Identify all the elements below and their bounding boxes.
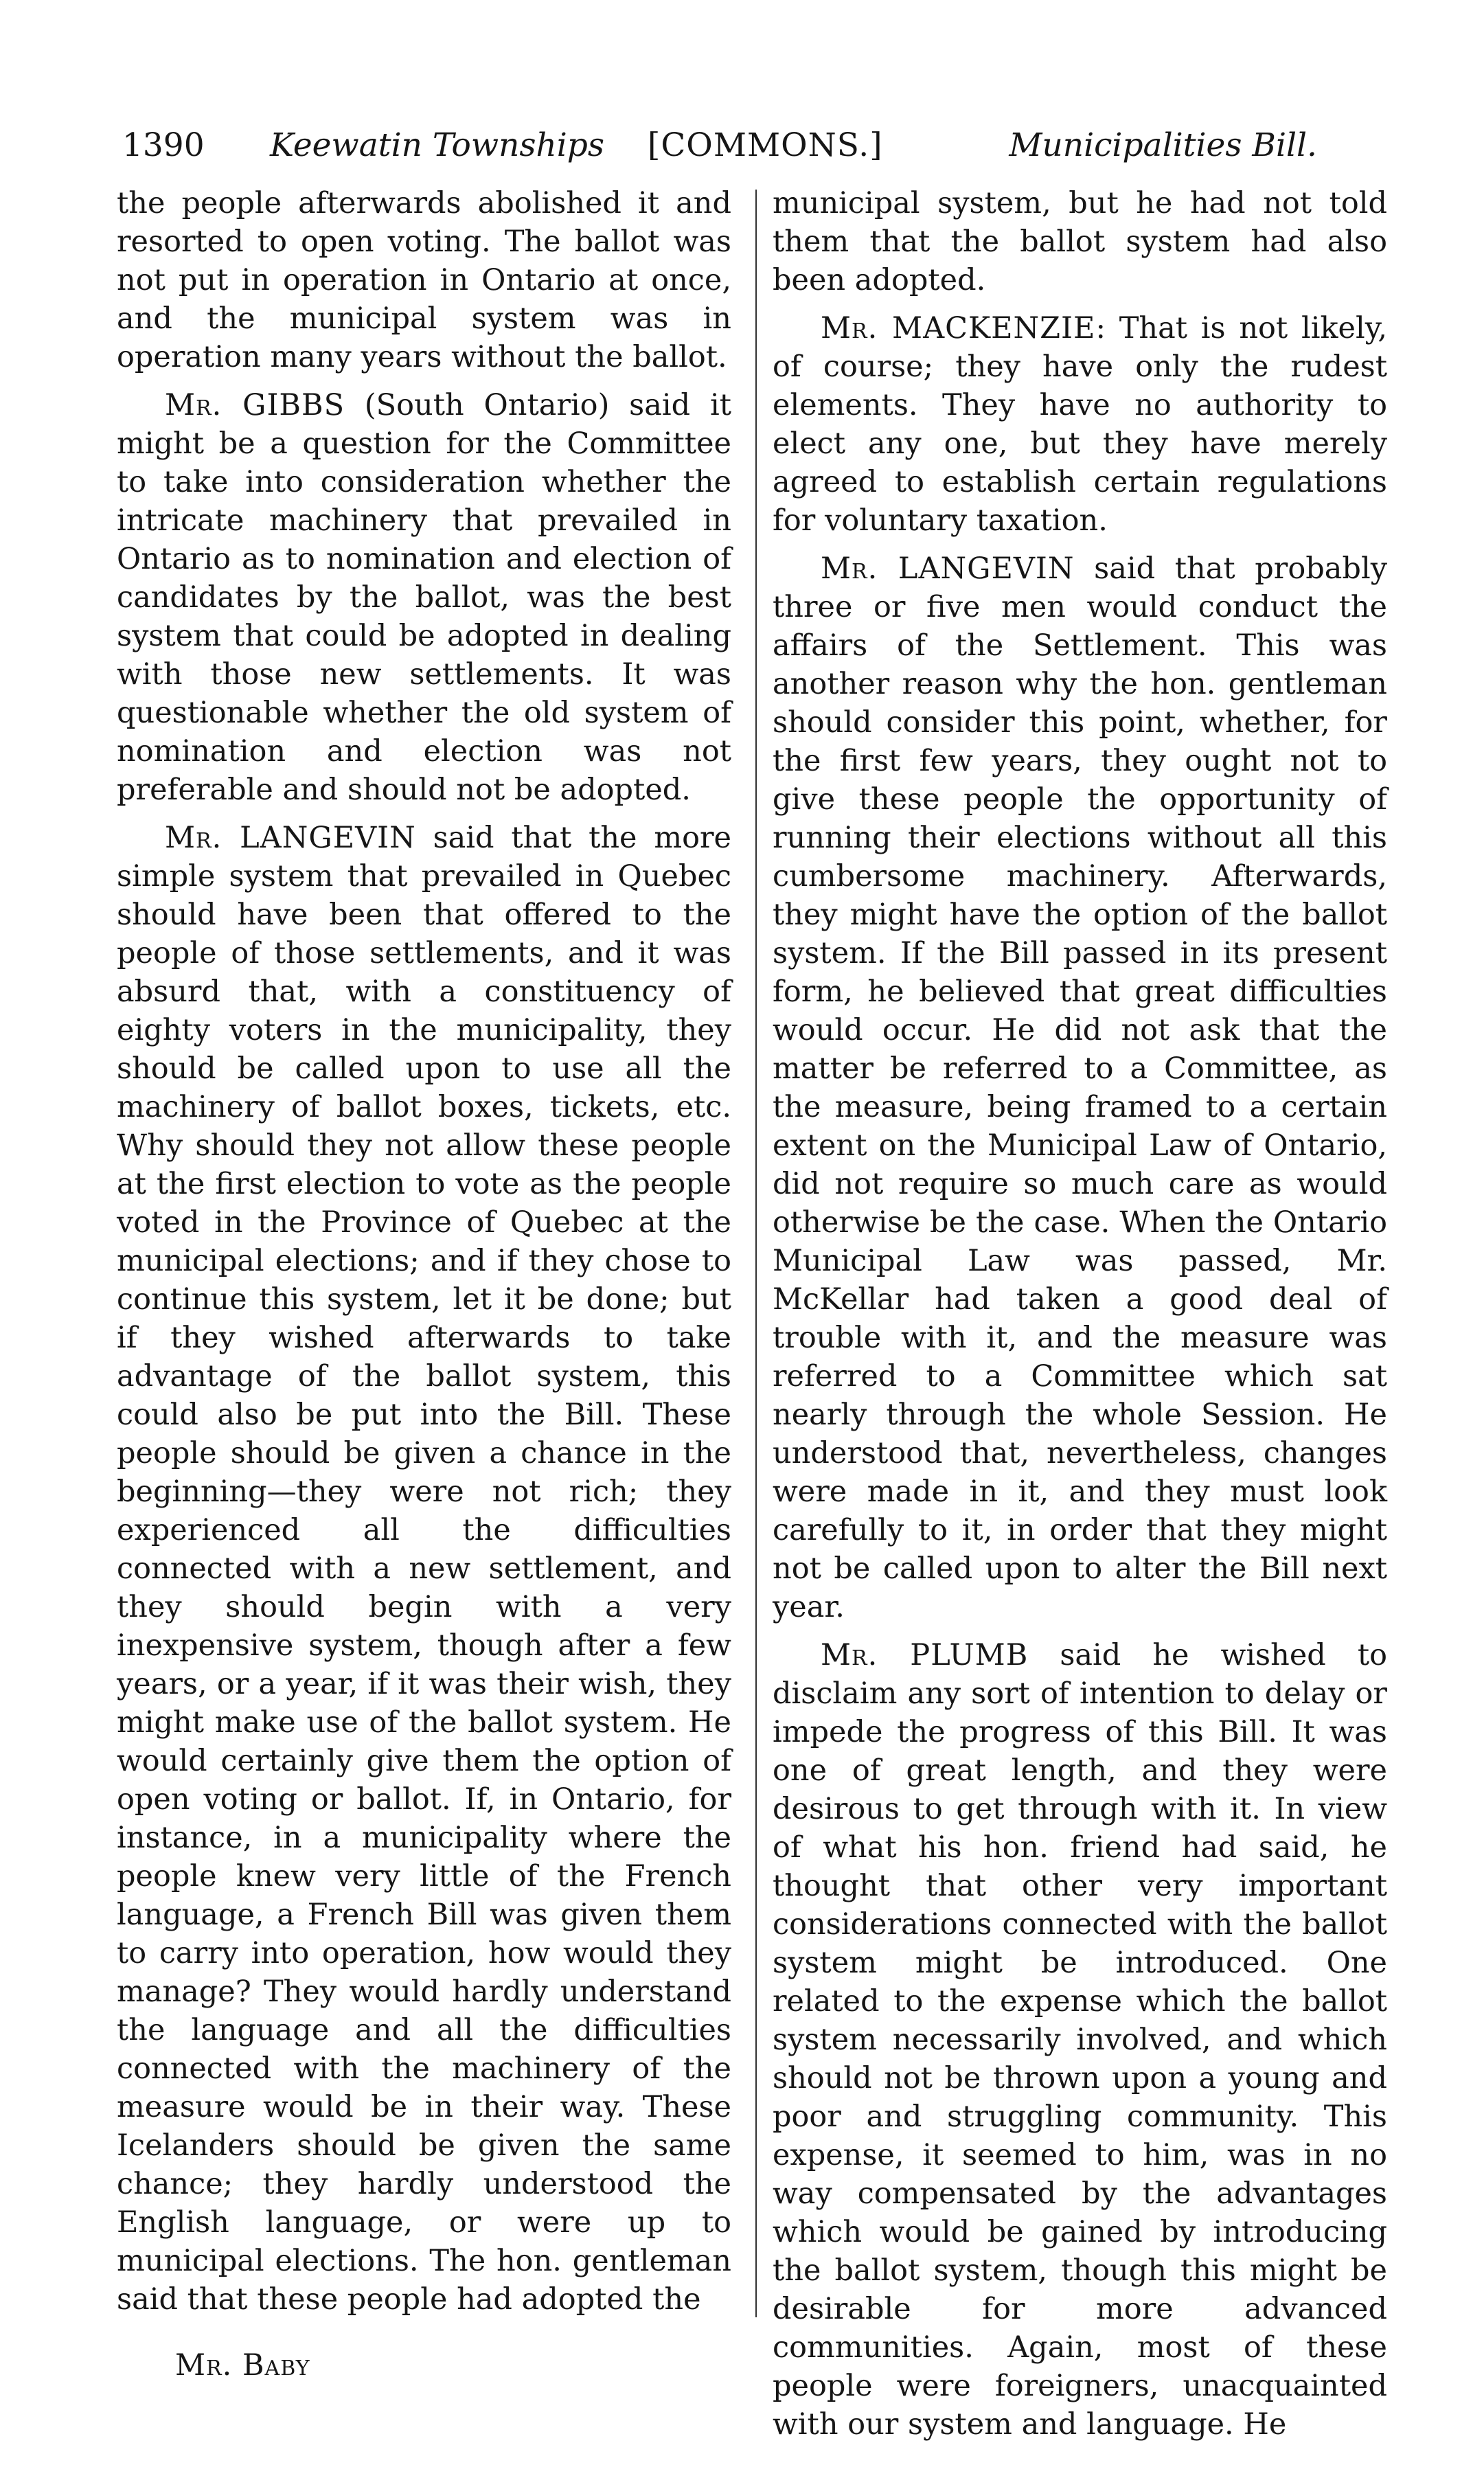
paragraph-plumb [773, 1636, 1387, 2444]
speaker-name: Mr. LANGEVIN [165, 821, 416, 855]
paragraph-text: (South Ontario) said it might be a question for the Committee to take into consideration whether the intricate machinery that prevailed in Ontario as to nomination and election of candidates by the ballot, was the best system that could be adopted in dealing with those new settlements. It was questionable whether the old system of nomination and election was not preferable and should not be adopted. [117, 388, 731, 807]
running-title-right: Municipalities Bill. [1009, 126, 1317, 164]
paragraph-text: municipal system, but he had not told them that the ballot system had also been adopted. [773, 186, 1387, 297]
catchword: Mr. Baby [175, 2348, 310, 2383]
paragraph-continuation [117, 184, 731, 376]
paragraph-mackenzie [773, 309, 1387, 540]
left-column [117, 184, 731, 2328]
speaker-name: Mr. LANGEVIN [821, 552, 1075, 586]
paragraph-text: said that probably three or five men would conduct the affairs of the Settlement. This was another reason why the hon. gentleman should consider this point, whether, for the first few years, they ought not to give these people the opportunity of running their elections without all this cumbersome machinery. Afterwards, they might have the option of the ballot system. If the Bill passed in its present form, he believed that great difficulties would occur. He did not ask that the matter be referred to a Committee, as the measure, being framed to a certain extent on the Municipal Law of Ontario, did not require so much care as would otherwise be the case. When the Ontario Municipal Law was passed, Mr. McKellar had taken a good deal of trouble with it, and the measure was referred to a Committee which sat nearly through the whole Session. He understood that, nevertheless, changes were made in it, and they must look carefully to it, in order that they might not be called upon to alter the Bill next year. [773, 552, 1387, 1624]
column-divider [755, 190, 757, 2317]
paragraph-langevin-2 [773, 549, 1387, 1626]
paragraph-continuation [773, 184, 1387, 299]
paragraph-langevin [117, 819, 731, 2319]
paragraph-text: said that the more simple system that prevailed in Quebec should have been that offered to the people of those settlements, and it was absurd that, with a constituency of eighty voters in the municipality, they should be called upon to use all the machinery of ballot boxes, tickets, etc. Why should they not allow these people at the first election to vote as the people voted in the Province of Quebec at the municipal elections; and if they chose to continue this system, let it be done; but if they wished afterwards to take advantage of the ballot system, this could also be put into the Bill. These people should be given a chance in the beginning—they were not rich; they experienced all the difficulties connected with a new settlement, and they should begin with a very inexpensive system, though after a few years, or a year, if it was their wish, they might make use of the ballot system. He would certainly give them the option of open voting or ballot. If, in Ontario, for instance, in a municipality where the people knew very little of the French language, a French Bill was given them to carry into operation, how would they manage? They would hardly understand the language and all the difficulties connected with the machinery of the measure would be in their way. These Icelanders should be given the same chance; they hardly understood the English language, or were up to municipal elections. The hon. gentleman said that these people had adopted the [117, 821, 731, 2317]
paragraph-gibbs [117, 386, 731, 809]
page-number: 1390 [122, 126, 205, 164]
right-column [773, 184, 1387, 2453]
running-title-left: Keewatin Townships [270, 126, 604, 164]
speaker-name: Mr. MACKENZIE [821, 311, 1096, 345]
speaker-name: Mr. PLUMB [821, 1638, 1029, 1672]
paragraph-text: the people afterwards abolished it and resorted to open voting. The ballot was not put in operation in Ontario at once, and the municipal system was in operation many years without the ballot. [117, 186, 731, 374]
paragraph-text: said he wished to disclaim any sort of intention to delay or impede the progress of this Bill. It was one of great length, and they were desirous to get through with it. In view of what his hon. friend had said, he thought that other very important considerations connected with the ballot system might be introduced. One related to the expense which the ballot system necessarily involved, and which should not be thrown upon a young and poor and struggling community. This expense, it seemed to him, was in no way compensated by the advantages which would be gained by introducing the ballot system, though this might be desirable for more advanced communities. Again, most of these people were foreigners, unacquainted with our system and language. He [773, 1638, 1387, 2442]
running-title-center: [COMMONS.] [648, 126, 883, 164]
page-header [122, 118, 1317, 173]
speaker-name: Mr. GIBBS [165, 388, 345, 422]
paragraph-text: : That is not likely, of course; they have only the rudest elements. They have no authority to elect any one, but they have merely agreed to establish certain regulations for voluntary taxation. [773, 311, 1387, 538]
